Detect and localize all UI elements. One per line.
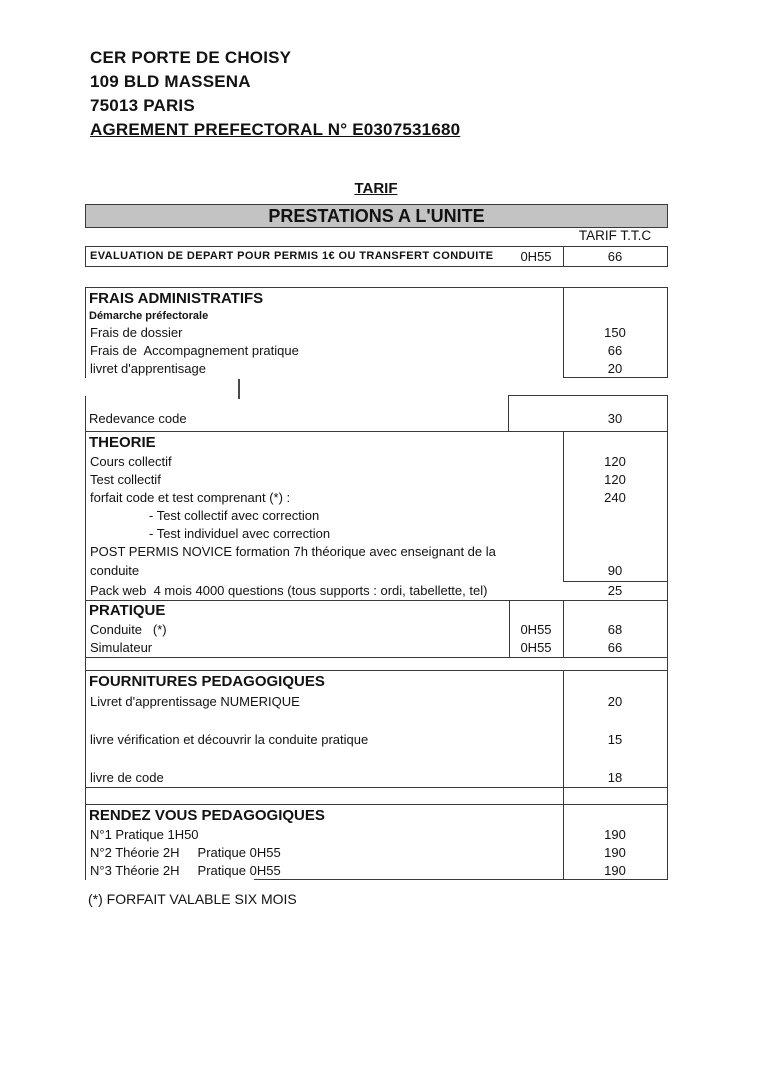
frais-administratifs-table	[85, 287, 668, 378]
row-label: N°1 Pratique 1H50	[90, 827, 199, 842]
section-subtitle: Démarche préfectorale	[89, 310, 209, 322]
table-row	[86, 621, 667, 639]
row-label: - Test collectif avec correction	[149, 508, 320, 523]
footnote: (*) FORFAIT VALABLE SIX MOIS	[88, 891, 297, 907]
table-row	[86, 471, 667, 489]
table-row	[86, 507, 667, 525]
table-row	[86, 453, 667, 471]
page-title: TARIF	[354, 180, 398, 197]
company-name: CER PORTE DE CHOISY	[90, 48, 292, 67]
pratique-table	[85, 600, 668, 658]
table-row	[86, 862, 667, 880]
evaluation-label: EVALUATION DE DEPART POUR PERMIS 1€ OU TRANSFERT CONDUITE	[90, 250, 494, 262]
section-title: FOURNITURES PEDAGOGIQUES	[89, 673, 325, 690]
table-row	[86, 693, 667, 711]
row-price: 30	[607, 411, 623, 426]
evaluation-duration: 0H55	[520, 249, 552, 264]
row-price: 190	[604, 863, 626, 878]
table-row	[86, 844, 667, 862]
fournitures-table	[85, 670, 668, 788]
row-label: livre vérification et découvrir la conduite pratique	[90, 732, 369, 747]
table-row	[86, 342, 667, 360]
row-price: 20	[607, 694, 623, 709]
row-price: 66	[607, 640, 623, 655]
agrement-number: AGREMENT PREFECTORAL N° E0307531680	[90, 120, 461, 139]
row-price: 15	[607, 732, 623, 747]
row-label: conduite	[90, 563, 140, 578]
table-row	[86, 543, 667, 561]
row-price: 18	[607, 770, 623, 785]
price-column-header: TARIF T.T.C	[578, 228, 652, 243]
table-row	[86, 639, 667, 657]
table-row	[86, 489, 667, 507]
row-price: 66	[607, 343, 623, 358]
spacer-row	[86, 749, 667, 769]
table-row	[86, 525, 667, 543]
row-label: livret d'apprentisage	[90, 361, 206, 376]
row-label: forfait code et test comprenant (*) :	[90, 490, 291, 505]
address-city: 75013 PARIS	[90, 96, 195, 115]
row-duration: 0H55	[520, 622, 552, 637]
row-price: 190	[604, 827, 626, 842]
banner-prestations: PRESTATIONS A L'UNITE	[85, 204, 668, 228]
row-label: Simulateur	[90, 640, 153, 655]
row-duration: 0H55	[520, 640, 552, 655]
price-column-divider	[563, 788, 564, 804]
row-label: Conduite (*)	[90, 622, 167, 637]
table-row	[86, 581, 667, 600]
row-label: livre de code	[90, 770, 164, 785]
row-price: 150	[604, 325, 626, 340]
row-price: 25	[607, 583, 623, 598]
row-price: 68	[607, 622, 623, 637]
row-label: N°2 Théorie 2H Pratique 0H55	[90, 845, 281, 860]
row-label: N°3 Théorie 2H Pratique 0H55	[90, 863, 281, 878]
section-title: FRAIS ADMINISTRATIFS	[89, 290, 264, 307]
row-label: Pack web 4 mois 4000 questions (tous supports : ordi, tabellette, tel)	[90, 583, 488, 598]
header-address	[90, 46, 460, 142]
section-title: RENDEZ VOUS PEDAGOGIQUES	[89, 807, 325, 824]
row-label: - Test individuel avec correction	[149, 526, 331, 541]
row-label: Livret d'apprentissage NUMERIQUE	[90, 694, 300, 709]
section-title: PRATIQUE	[89, 602, 166, 619]
rendezvous-table	[85, 804, 668, 880]
row-price: 20	[607, 361, 623, 376]
table-row	[86, 731, 667, 749]
table-row	[86, 826, 667, 844]
row-label: Test collectif	[90, 472, 161, 487]
row-price: 190	[604, 845, 626, 860]
row-price: 120	[604, 454, 626, 469]
row-label: Cours collectif	[90, 454, 172, 469]
table-row	[86, 360, 667, 378]
theorie-table	[85, 431, 668, 600]
table-row	[86, 769, 667, 787]
address-street: 109 BLD MASSENA	[90, 72, 251, 91]
table-row	[86, 561, 667, 581]
empty-table-strip	[85, 788, 668, 804]
row-label: Redevance code	[89, 411, 187, 426]
empty-table-strip	[85, 658, 668, 670]
spacer-row	[86, 711, 667, 731]
section-title: THEORIE	[89, 434, 156, 451]
row-label: Frais de dossier	[90, 325, 183, 340]
row-label: POST PERMIS NOVICE formation 7h théorique avec enseignant de la	[90, 544, 496, 559]
row-price: 90	[607, 563, 623, 578]
row-price: 240	[604, 490, 626, 505]
evaluation-row	[85, 246, 668, 267]
row-price: 120	[604, 472, 626, 487]
evaluation-price: 66	[607, 249, 623, 264]
row-label: Frais de Accompagnement pratique	[90, 343, 299, 358]
table-row	[86, 324, 667, 342]
